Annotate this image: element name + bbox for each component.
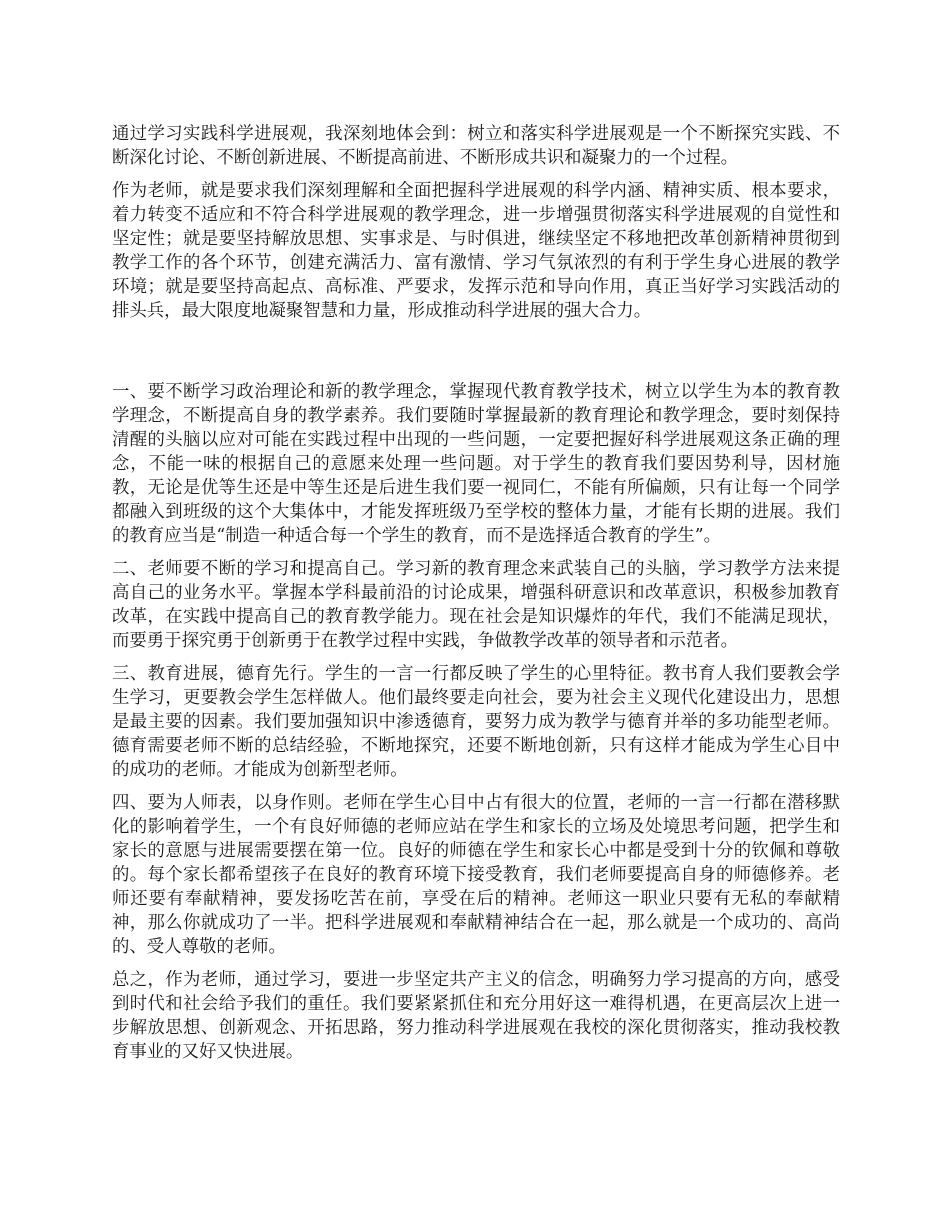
point-paragraph-2: 二、老师要不断的学习和提高自己。学习新的教育理念来武装自己的头脑，学习教学方法来提高自己的业务水平。掌握本学科最前沿的讨论成果，增强科研意识和改革意识，积极参加教育改革，在实践中提高自己的教育教学能力。现在社会是知识爆炸的年代，我们不能满足现状，而要勇于探究勇于创新勇于在教学过程中实践，争做教学改革的领导者和示范者。 <box>112 559 840 651</box>
point-paragraph-4: 四、要为人师表，以身作则。老师在学生心目中占有很大的位置，老师的一言一行都在潜移默化的影响着学生，一个有良好师德的老师应站在学生和家长的立场及处境思考问题，把学生和家长的意愿与进展需要摆在第一位。良好的师德在学生和家长心中都是受到十分的钦佩和尊敬的。每个家长都希望孩子在良好的教育环境下接受教育，我们老师要提高自身的师德修养。老师还要有奉献精神，要发扬吃苦在前，享受在后的精神。老师这一职业只要有无私的奉献精神，那么你就成功了一半。把科学进展观和奉献精神结合在一起，那么就是一个成功的、高尚的、受人尊敬的老师。 <box>112 793 840 957</box>
intro-paragraph-2: 作为老师，就是要求我们深刻理解和全面把握科学进展观的科学内涵、精神实质、根本要求，着力转变不适应和不符合科学进展观的教学理念，进一步增强贯彻落实科学进展观的自觉性和坚定性；就是要坚持解放思想、实事求是、与时俱进，继续坚定不移地把改革创新精神贯彻到教学工作的各个环节，创建充满活力、富有激情、学习气氛浓烈的有利于学生身心进展的教学环境；就是要坚持高起点、高标准、严要求，发挥示范和导向作用，真正当好学习实践活动的排头兵，最大限度地凝聚智慧和力量，形成推动科学进展的强大合力。 <box>112 181 840 321</box>
document-page <box>112 122 840 1073</box>
section-spacer <box>112 332 840 380</box>
intro-paragraph-1: 通过学习实践科学进展观，我深刻地体会到：树立和落实科学进展观是一个不断探究实践、不断深化讨论、不断创新进展、不断提高前进、不断形成共识和凝聚力的一个过程。 <box>112 124 840 168</box>
point-paragraph-3: 三、教育进展，德育先行。学生的一言一行都反映了学生的心里特征。教书育人我们要教会学生学习，更要教会学生怎样做人。他们最终要走向社会，要为社会主义现代化建设出力，思想是最主要的因素。我们要加强知识中渗透德育，要努力成为教学与德育并举的多功能型老师。德育需要老师不断的总结经验，不断地探究，还要不断地创新，只有这样才能成为学生心目中的成功的老师。才能成为创新型老师。 <box>112 664 840 780</box>
point-paragraph-1: 一、要不断学习政治理论和新的教学理念，掌握现代教育教学技术，树立以学生为本的教育教学理念，不断提高自身的教学素养。我们要随时掌握最新的教育理论和教学理念，要时刻保持清醒的头脑以应对可能在实践过程中出现的一些问题，一定要把握好科学进展观这条正确的理念，不能一味的根据自己的意愿来处理一些问题。对于学生的教育我们要因势利导，因材施教，无论是优等生还是中等生还是后进生我们要一视同仁，不能有所偏颇，只有让每一个同学都融入到班级的这个大集体中，才能发挥班级乃至学校的整体力量，才能有长期的进展。我们的教育应当是“制造一种适合每一个学生的教育，而不是选择适合教育的学生”。 <box>112 382 840 546</box>
conclusion-paragraph: 总之，作为老师，通过学习，要进一步坚定共产主义的信念，明确努力学习提高的方向，感受到时代和社会给予我们的重任。我们要紧紧抓住和充分用好这一难得机遇，在更高层次上进一步解放思想、创新观念、开拓思路，努力推动科学进展观在我校的深化贯彻落实，推动我校教育事业的又好又快进展。 <box>112 970 840 1062</box>
